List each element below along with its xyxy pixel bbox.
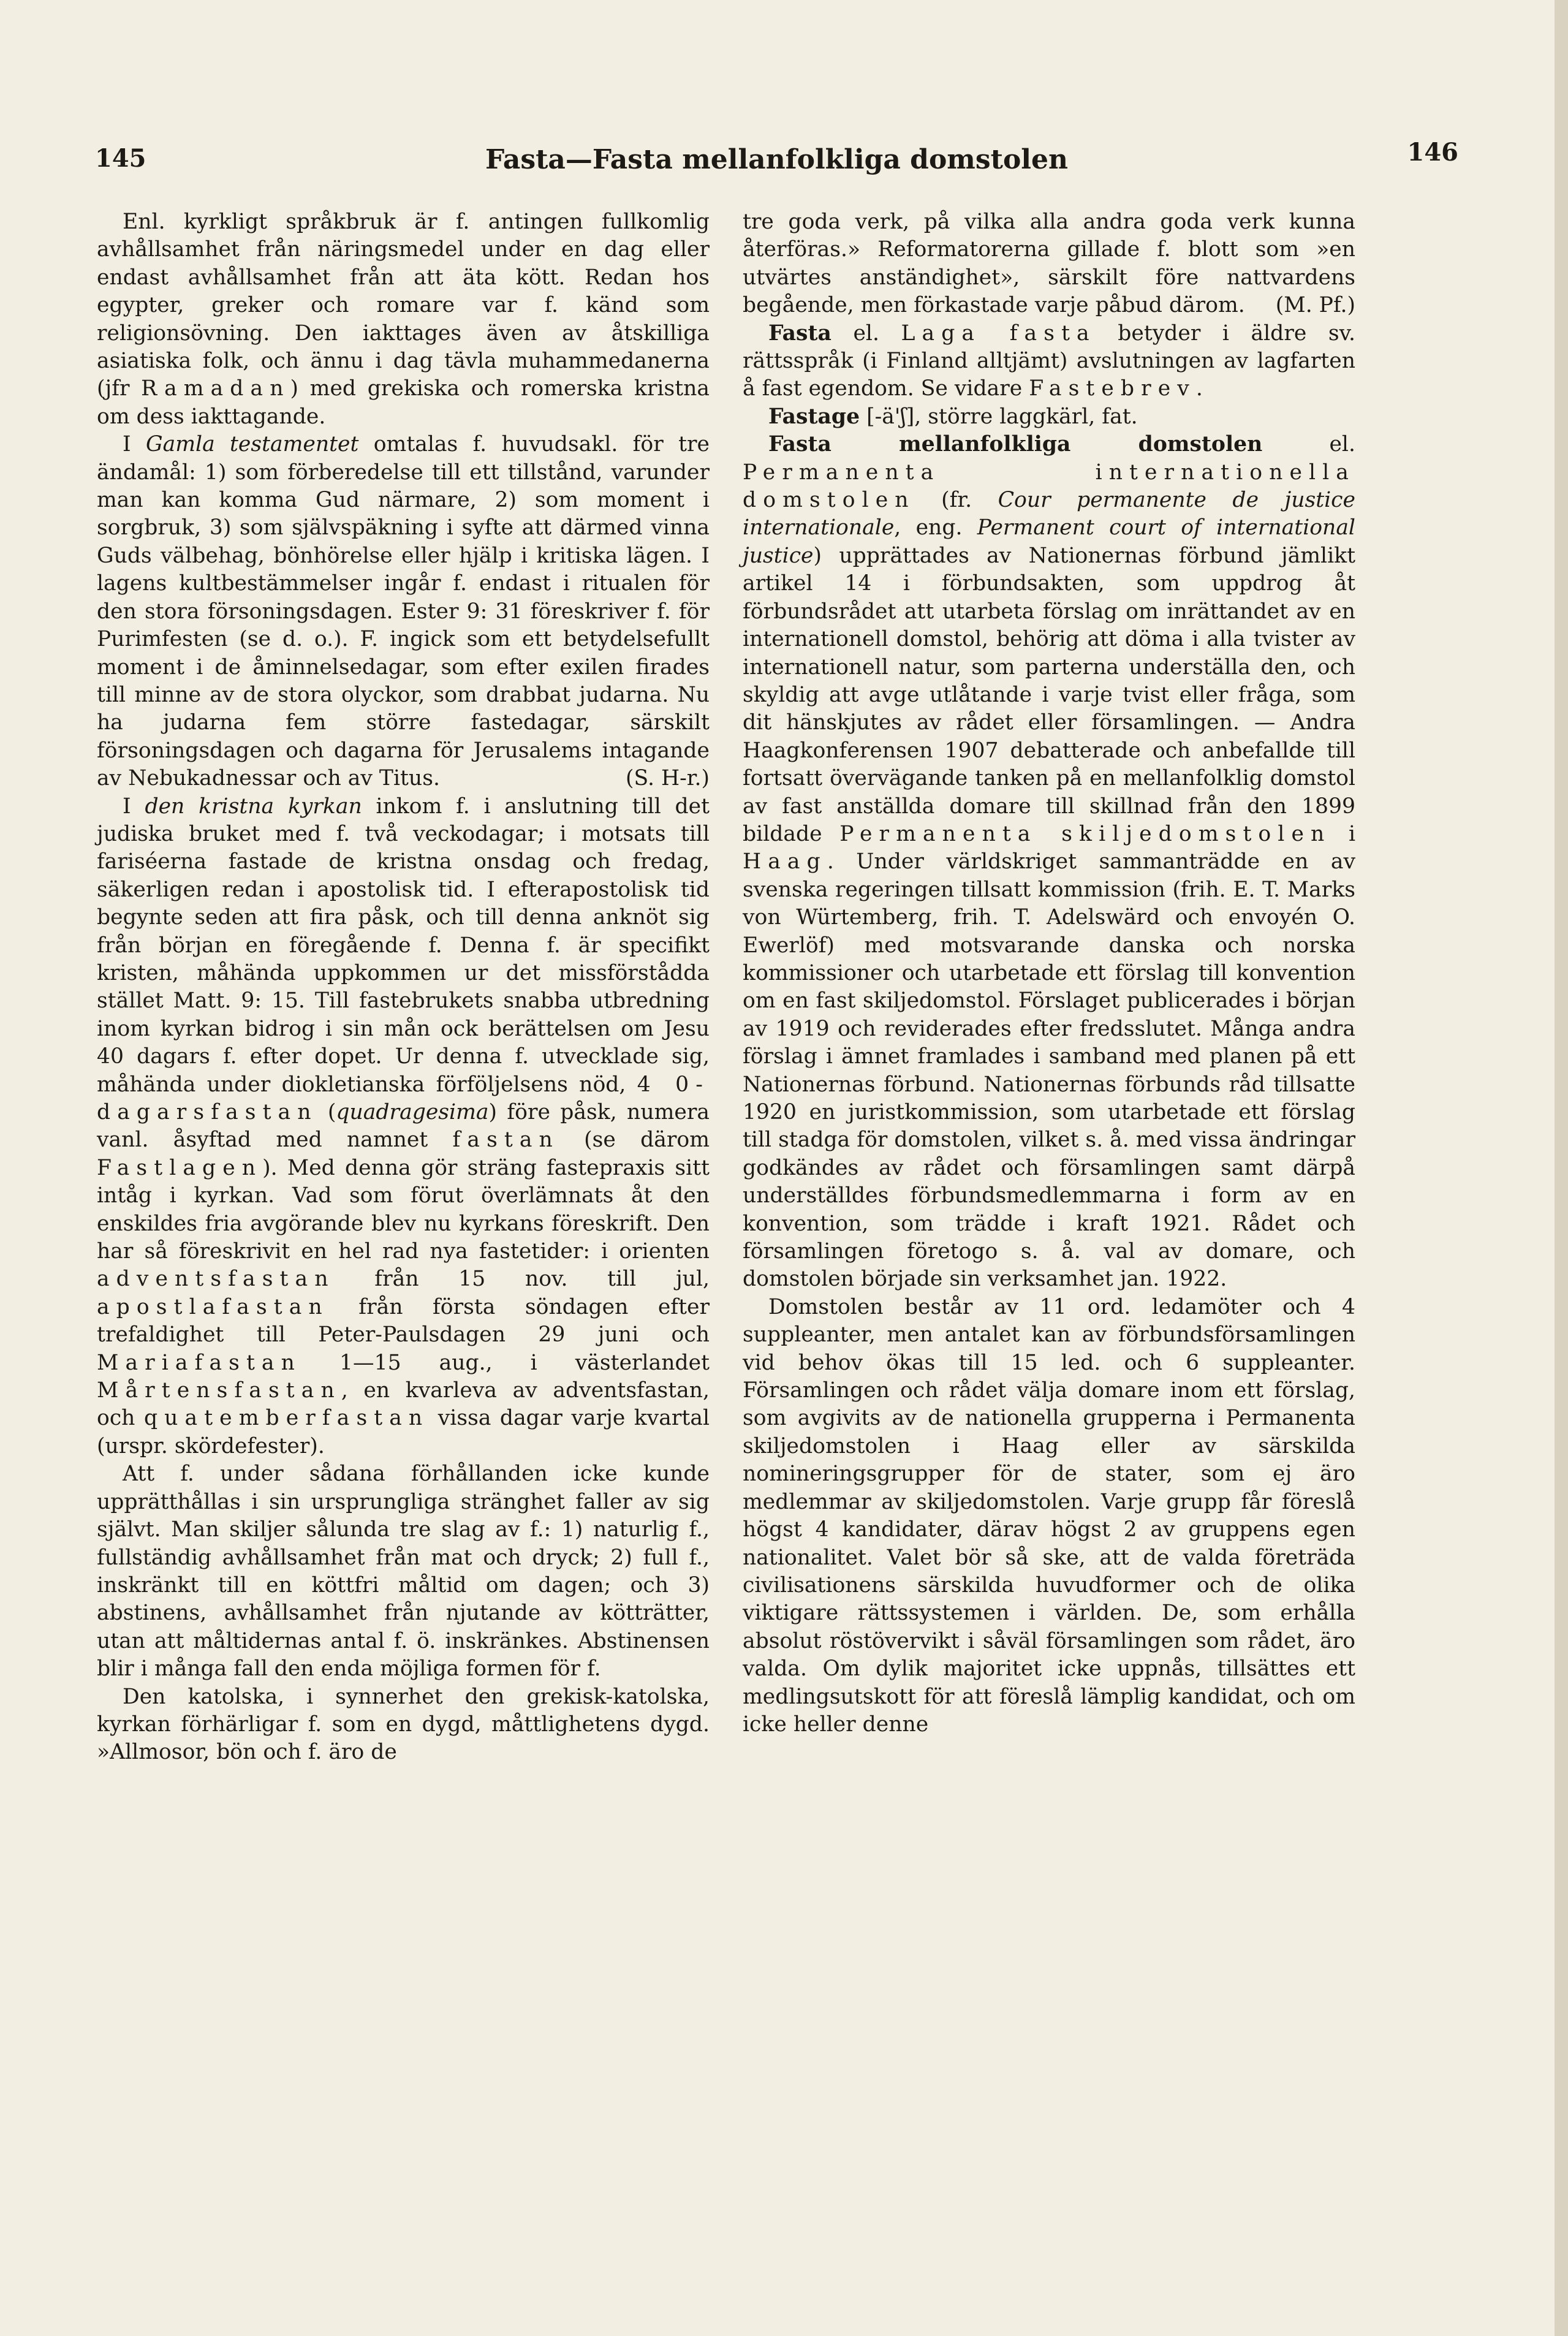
headword: Fasta mellanfolkliga domstolen [768,432,1263,457]
author-signature: (M. Pf.) [1275,293,1355,318]
headword: Fastage [768,404,860,429]
paragraph-catholic: Den katolska, i synnerhet den grekisk-katolska, kyrkan förhärligar f. som en dygd, måttlighetens dygd. »Allmosor, bön och f. äro de [97,1684,710,1765]
entry-fasta: Fasta el. Laga fasta betyder i äldre sv. rättsspråk (i Finland alltjämt) avslutningen av lagfarten å fast egendom. Se vidare Fastebrev. [743,320,1355,401]
page-header [95,138,1458,193]
headword: Fasta [768,320,831,346]
paragraph-kinds-of-fasting: Att f. under sådana förhållanden icke kunde upprätthållas i sin ursprungliga stränghet faller av sig självt. Man skiljer sålunda tre slag av f.: 1) naturlig f., fullständig avhållsamhet från mat och dryck; 2) full f., inskränkt till en köttfri måltid om dagen; och 3) abstinens, avhållsamhet från njutande av kötträtter, utan att måltidernas antal f. ö. inskränkes. Abstinensen blir i många fall den enda möjliga formen för f. [97,1462,710,1682]
paragraph-continuation: tre goda verk, på vilka alla andra goda verk kunna återföras.» Reformatorerna gillade f. blott som »en utvärtes anständighet», särskilt före nattvardens begående, men förkastade varje påbud därom. (M. Pf.) [743,208,1355,320]
page-number-left: 145 [95,144,146,173]
paragraph-christian-church: I den kristna kyrkan inkom f. i anslutning till det judiska bruket med f. två veckodagar; i motsats till fariséerna fastade de kristna onsdag och fredag, säkerligen redan i apostolisk tid. I efterapostolisk tid begynte seden att fira påsk, och till denna anknöt sig från början en föregående f. Denna f. är specifikt kristen, måhända uppkommen ur det missförstådda stället Matt. 9: 15. Till fastebrukets snabba utbredning inom kyrkan bidrog i sin mån ock berättelsen om Jesu 40 dagars f. efter dopet. Ur denna f. utvecklade sig, måhända under diokletianska förföljelsens nöd, 4 0-dagarsfastan (quadragesima) före påsk, numera vanl. åsyftad med namnet fastan (se därom Fastlagen). Med denna gör sträng fastepraxis sitt intåg i kyrkan. Vad som förut överlämnats åt den enskildes fria avgörande blev nu kyrkans föreskrift. Den har så föreskrivit en hel rad nya fastetider: i orienten adventsfastan från 15 nov. till jul, apostlafastan från första söndagen efter trefaldighet till Peter-Paulsdagen 29 juni och Mariafastan 1—15 aug., i västerlandet Mårtensfastan, en kvarleva av adventsfastan, och quatemberfastan vissa dagar varje kvartal (urspr. skördefester). [97,794,710,1458]
author-signature: (S. H-r.) [626,766,710,791]
paragraph-definition: Enl. kyrkligt språkbruk är f. antingen fullkomlig avhållsamhet från näringsmedel under en dag eller endast avhållsamhet från att äta kött. Redan hos egypter, greker och romare var f. känd som religionsövning. Den iakttages även av åtskilliga asiatiska folk, och ännu i dag tävla muhammedanerna (jfr Ramadan) med grekiska och romerska kristna om dess iakttagande. [97,210,710,429]
left-column [97,208,710,1767]
page-number-right: 146 [1407,138,1458,167]
entry-fastage: Fastage [-ä'ʃ], större laggkärl, fat. [768,404,1138,429]
page-edge [1555,0,1568,2336]
entry-fasta-mellanfolkliga-domstolen: Fasta mellanfolkliga domstolen el. Permanenta internationella domstolen (fr. Cour permanente de justice internationale, eng. Permanent court of international justice) upprättades av Nationernas förbund jämlikt artikel 14 i förbundsakten, som uppdrog åt förbundsrådet att utarbeta förslag om inrättandet av en internationell domstol, behörig att döma i alla tvister av internationell natur, som parterna underställa den, och skyldig att avge utlåtande i varje tvist eller fråga, som dit hänskjutes av rådet eller församlingen. — Andra Haagkonferensen 1907 debatterade och anbefallde till fortsatt övervägande tanken på en mellanfolklig domstol av fast anställda domare till skillnad från den 1899 bildade Permanenta skiljedomstolen i Haag. Under världskriget sammanträdde en av svenska regeringen tillsatt kommission (frih. E. T. Marks von Würtemberg, frih. T. Adelswärd och envoyén O. Ewerlöf) med motsvarande danska och norska kommissioner och utarbetade ett förslag till konvention om en fast skiljedomstol. Förslaget publicerades i början av 1919 och reviderades efter fredsslutet. Många andra förslag i ämnet framlades i samband med planen på ett Nationernas förbund. Nationernas förbunds råd tillsatte 1920 en juristkommission, som utarbetade ett förslag till stadga för domstolen, vilket s. å. med vissa ändringar godkändes av rådet och församlingen samt därpå underställdes förbundsmedlemmarna i form av en konvention, som trädde i kraft 1921. Rådet och församlingen företogo s. å. val av domare, och domstolen började sin verksamhet jan. 1922. [743,432,1355,1292]
right-column [743,208,1355,1739]
paragraph-court-composition: Domstolen består av 11 ord. ledamöter och 4 suppleanter, men antalet kan av förbundsförsamlingen vid behov ökas till 15 led. och 6 suppleanter. Församlingen och rådet välja domare inom ett förslag, som avgivits av de nationella grupperna i Permanenta skiljedomstolen i Haag eller av särskilda nomineringsgrupper för de stater, som ej äro medlemmar av skiljedomstolen. Varje grupp får föreslå högst 4 kandidater, därav högst 2 av gruppens egen nationalitet. Valet bör så ske, att de valda företräda civilisationens särskilda huvudformer och de olika viktigare rättssystemen i världen. De, som erhålla absolut röstövervikt i såväl församlingen som rådet, äro valda. Om dylik majoritet icke uppnås, tillsättes ett medlingsutskott för att föreslå lämplig kandidat, och om icke heller denne [743,1294,1355,1737]
paragraph-old-testament: I Gamla testamentet omtalas f. huvudsakl. för tre ändamål: 1) som förberedelse till ett tillstånd, varunder man kan komma Gud närmare, 2) som moment i sorgbruk, 3) som självspäkning i syfte att därmed vinna Guds välbehag, bönhörelse eller hjälp i kritiska lägen. I lagens kultbestämmelser ingår f. endast i ritualen för den stora försoningsdagen. Ester 9: 31 föreskriver f. för Purimfesten (se d. o.). F. ingick som ett betydelsefullt moment i de åminnelsedagar, som efter exilen firades till minne av de stora olyckor, som drabbat judarna. Nu ha judarna fem större fastedagar, särskilt försoningsdagen och dagarna för Jerusalems intagande av Nebukadnessar och av Titus. (S. H-r.) [97,431,710,792]
running-title: Fasta—Fasta mellanfolkliga domstolen [485,144,1068,175]
